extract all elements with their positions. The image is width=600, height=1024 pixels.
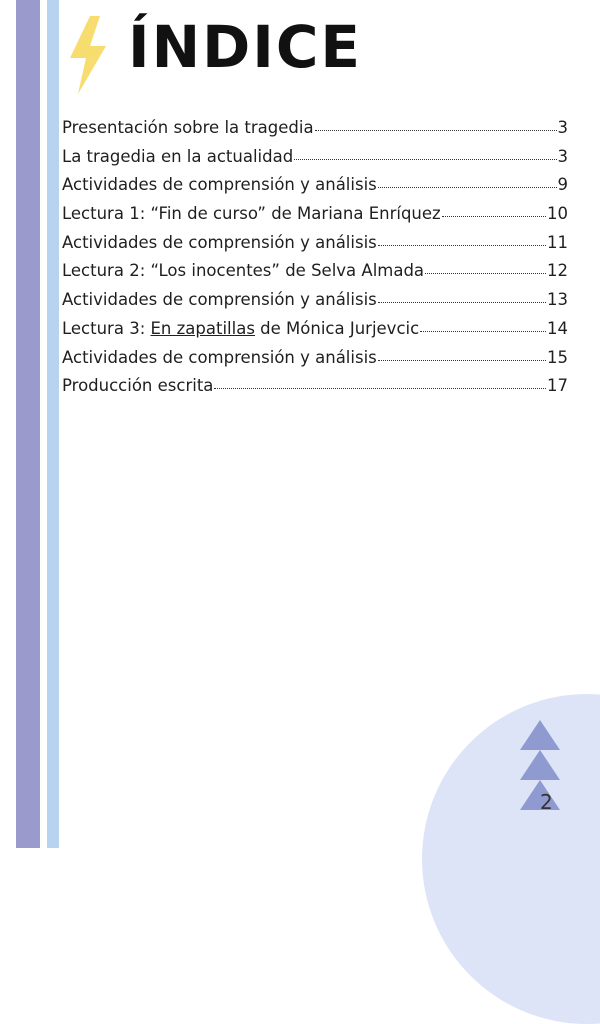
decorative-circle [422,694,600,1024]
toc-dot-leader [378,298,546,303]
toc-entry-title-part: Lectura 2: “Los inocentes” de Selva Almada [62,261,425,281]
toc-entry-page: 14 [547,318,568,338]
toc-entry-title-part: Actividades de comprensión y análisis [62,232,377,252]
toc-entry-title [62,376,213,395]
toc-entry-title [62,319,419,338]
toc-entry-title [62,290,377,309]
toc-entry[interactable] [62,290,568,319]
toc-entry[interactable] [62,147,568,176]
toc-entry-title [62,204,441,223]
toc-entry-page: 10 [547,204,568,224]
toc-entry[interactable] [62,319,568,348]
left-stripe-dark [16,0,40,848]
toc-entry-title [62,348,377,367]
toc-entry[interactable] [62,348,568,377]
table-of-contents [62,118,568,405]
toc-entry-title [62,147,293,166]
toc-entry-title-part: Actividades de comprensión y análisis [62,347,377,367]
toc-entry-page: 12 [547,261,568,281]
toc-entry-page: 3 [557,118,568,137]
toc-dot-leader [214,384,546,389]
toc-dot-leader [425,269,546,274]
toc-dot-leader [378,241,546,246]
toc-dot-leader [378,183,557,188]
toc-dot-leader [378,356,546,361]
toc-entry-title-part: Producción escrita [62,376,214,396]
toc-entry-title-part: Lectura 3: [62,318,151,338]
toc-entry[interactable] [62,204,568,233]
page-number: 2 [540,790,553,814]
page-title: ÍNDICE [128,13,363,81]
toc-entry[interactable] [62,233,568,262]
toc-entry-page: 3 [557,146,568,166]
toc-dot-leader [315,126,557,131]
toc-entry-title-part: Presentación sobre la tragedia [62,118,314,137]
toc-entry-title [62,118,314,137]
toc-entry-title-part: Lectura 1: “Fin de curso” de Mariana Enríquez [62,204,441,224]
toc-entry-page: 9 [557,175,568,195]
toc-entry-title-part: Actividades de comprensión y análisis [62,175,377,195]
toc-entry-page: 11 [547,232,568,252]
toc-entry-title-part: La tragedia en la actualidad [62,146,294,166]
toc-entry-page: 15 [547,347,568,367]
toc-entry-title-part: Actividades de comprensión y análisis [62,290,377,310]
toc-entry[interactable] [62,175,568,204]
toc-entry-title [62,261,424,280]
toc-entry-page: 13 [547,290,568,310]
toc-dot-leader [294,155,556,160]
toc-entry[interactable] [62,261,568,290]
toc-entry-title [62,175,377,194]
toc-entry-title [62,233,377,252]
toc-dot-leader [442,212,546,217]
toc-entry-title-part: de Mónica Jurjevcic [254,318,420,338]
toc-entry[interactable] [62,376,568,405]
left-stripe-light [47,0,59,848]
toc-dot-leader [420,327,546,332]
toc-entry-page: 17 [547,376,568,396]
toc-entry-title-underlined: En zapatillas [150,318,255,338]
toc-entry[interactable] [62,118,568,147]
lightning-bolt-icon [66,16,108,94]
